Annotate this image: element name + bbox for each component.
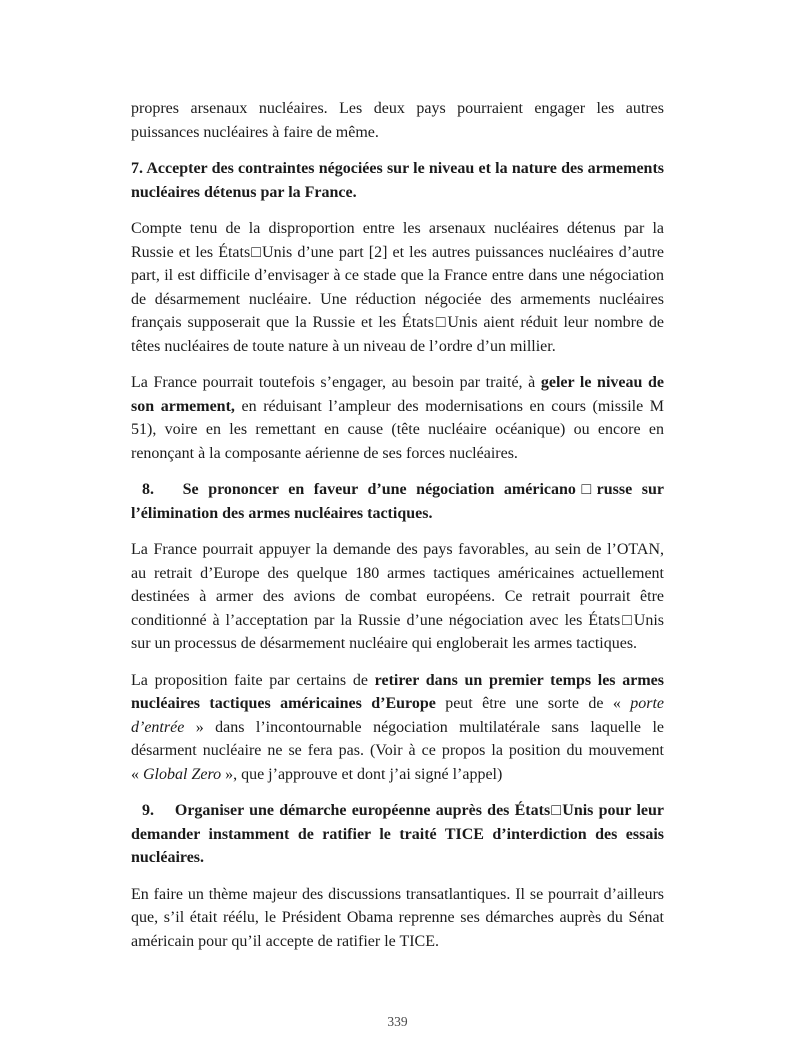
section-heading-7 [131,157,664,204]
text-run: » dans l’incontournable négociation multilatérale sans laquelle le désarment nucléaire ne se fera pas. (Voir à ce propos la position du mouvement « [131,718,664,783]
paragraph-proposition [131,669,664,787]
text-run: Compte tenu de la disproportion entre les arsenaux nucléaires détenus par la Russie et les États□Unis d’une part [2] et les autres puissances nucléaires d’autre part, il est difficile d’envisager à ce stade que la France entre dans une négociation de désarmement nucléaire. Une réduction négociée des armements nucléaires français supposerait que la Russie et les États□Unis aient réduit leur nombre de têtes nucléaires de toute nature à un niveau de l’ordre d’un millier. [131,220,664,355]
paragraph-tice [131,883,664,954]
text-run: peut être une sorte de « [435,695,631,712]
heading-text: 8. Se prononcer en faveur d’une négociation américano□russe sur l’élimination des armes nucléaires tactiques. [131,481,664,522]
text-run: La France pourrait appuyer la demande des pays favorables, au sein de l’OTAN, au retrait d’Europe des quelque 180 armes tactiques américaines actuellement destinées à armer des avions de combat européens. Ce retrait pourrait être conditionné à l’acceptation par la Russie d’une négociation avec les États□Unis sur un processus de désarmement nucléaire qui engloberait les armes tactiques. [131,541,664,652]
section-heading-9 [131,799,664,870]
heading-text: 9. Organiser une démarche européenne auprès des États□Unis pour leur demander instamment de ratifier le traité TICE d’interdiction des essais nucléaires. [131,802,664,866]
paragraph-otan [131,538,664,656]
italic-text-run: porte d’entrée [131,695,665,736]
heading-text: 7. Accepter des contraintes négociées sur le niveau et la nature des armements nucléaires détenus par la France. [131,160,664,201]
italic-text-run: Global Zero [143,765,222,783]
bold-text-run: retirer dans un premier temps les armes nucléaires tactiques américaines d’Europe [131,671,664,712]
text-run: », que j’approuve et dont j’ai signé l’appel) [221,765,503,783]
text-run: La proposition faite par certains de [131,671,375,689]
paragraph-continuation [131,97,664,144]
paragraph-geler [131,371,664,465]
text-run: La France pourrait toutefois s’engager, au besoin par traité, à [131,374,541,391]
text-run: En faire un thème majeur des discussions transatlantiques. Il se pourrait d’ailleurs que, s’il était réélu, le Président Obama reprenne ses démarches auprès du Sénat américain pour qu’il accepte de ratifier le TICE. [131,885,664,950]
text-run: propres arsenaux nucléaires. Les deux pays pourraient engager les autres puissances nucléaires à faire de même. [131,100,664,141]
page-content [131,97,664,966]
section-heading-8 [131,478,664,525]
text-run: en réduisant l’ampleur des modernisations en cours (missile M 51), voire en les remettant en cause (tête nucléaire océanique) ou encore en renonçant à la composante aérienne de ses forces nucléaires. [131,397,665,462]
paragraph-disproportion [131,217,664,358]
bold-text-run: geler le niveau de son armement, [131,374,664,415]
page-number: 339 [387,1014,408,1029]
